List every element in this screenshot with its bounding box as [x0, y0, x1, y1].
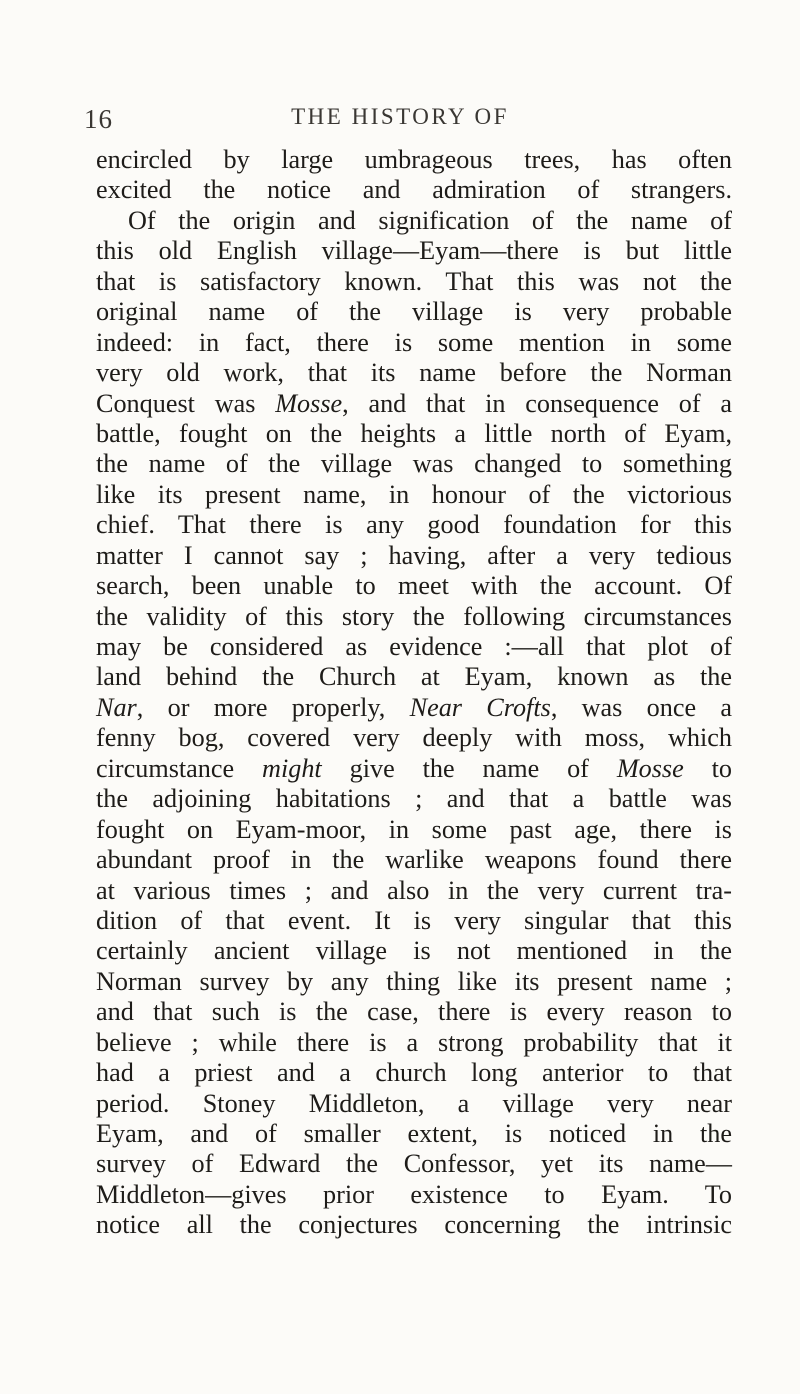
text-line: and that such is the case, there is every reason to — [96, 997, 732, 1027]
text-line: the name of the village was changed to something — [96, 449, 732, 479]
text-line: search, been unable to meet with the account. Of — [96, 571, 732, 601]
text-line: the adjoining habitations ; and that a battle was — [96, 784, 732, 814]
text-line: Conquest was Mosse, and that in consequence of a — [96, 388, 732, 418]
text-line: at various times ; and also in the very current tra- — [96, 875, 732, 905]
text-line: very old work, that its name before the Norman — [96, 358, 732, 388]
text-line: that is satisfactory known. That this was not the — [96, 266, 732, 296]
text-line: certainly ancient village is not mentioned in the — [96, 936, 732, 966]
text-line: Eyam, and of smaller extent, is noticed in the — [96, 1119, 732, 1148]
text-line: fought on Eyam-moor, in some past age, there is — [96, 814, 732, 844]
italic-phrase: might — [262, 753, 322, 783]
body-text — [96, 145, 732, 1241]
italic-phrase: Near Crofts — [409, 692, 551, 722]
text-line: dition of that event. It is very singular that this — [96, 905, 732, 935]
text-line: land behind the Church at Eyam, known as the — [96, 662, 732, 692]
text-line: matter I cannot say ; having, after a very tedious — [96, 540, 732, 570]
text-line: Norman survey by any thing like its present name ; — [96, 966, 732, 996]
text-line: excited the notice and admiration of strangers. — [96, 175, 732, 205]
italic-phrase: Nar — [96, 692, 137, 722]
text-line: battle, fought on the heights a little north of Eyam, — [96, 418, 732, 448]
text-line: encircled by large umbrageous trees, has often — [96, 145, 732, 174]
text-line: circumstance might give the name of Mosse to — [96, 753, 733, 783]
text-line: may be considered as evidence :—all that plot of — [96, 632, 732, 661]
text-line: original name of the village is very probable — [96, 297, 732, 327]
text-line: had a priest and a church long anterior to that — [96, 1058, 732, 1088]
text-line: period. Stoney Middleton, a village very near — [96, 1088, 732, 1118]
text-line: fenny bog, covered very deeply with moss, which — [96, 723, 732, 753]
text-line: like its present name, in honour of the victorious — [96, 479, 732, 509]
text-line: notice all the conjectures concerning the intrinsic — [96, 1210, 732, 1240]
page-number: 16 — [84, 104, 113, 134]
text-line: abundant proof in the warlike weapons found there — [96, 845, 732, 875]
italic-phrase: Mosse — [275, 388, 343, 418]
text-line: Middleton—gives prior existence to Eyam. To — [96, 1179, 732, 1209]
text-line: Nar, or more properly, Near Crofts, was once a — [96, 692, 732, 722]
text-line: this old English village—Eyam—there is but little — [96, 236, 732, 266]
text-line: Of the origin and signification of the name of — [128, 205, 732, 235]
text-line: indeed: in fact, there is some mention in some — [96, 327, 732, 357]
text-line: chief. That there is any good foundation for this — [96, 510, 732, 540]
running-head: THE HISTORY OF — [291, 104, 509, 129]
page-header — [0, 98, 800, 138]
text-line: survey of Edward the Confessor, yet its name— — [96, 1149, 732, 1179]
text-line: the validity of this story the following circumstances — [96, 601, 732, 631]
italic-phrase: Mosse — [616, 753, 684, 783]
text-line: believe ; while there is a strong probability that it — [96, 1027, 732, 1057]
